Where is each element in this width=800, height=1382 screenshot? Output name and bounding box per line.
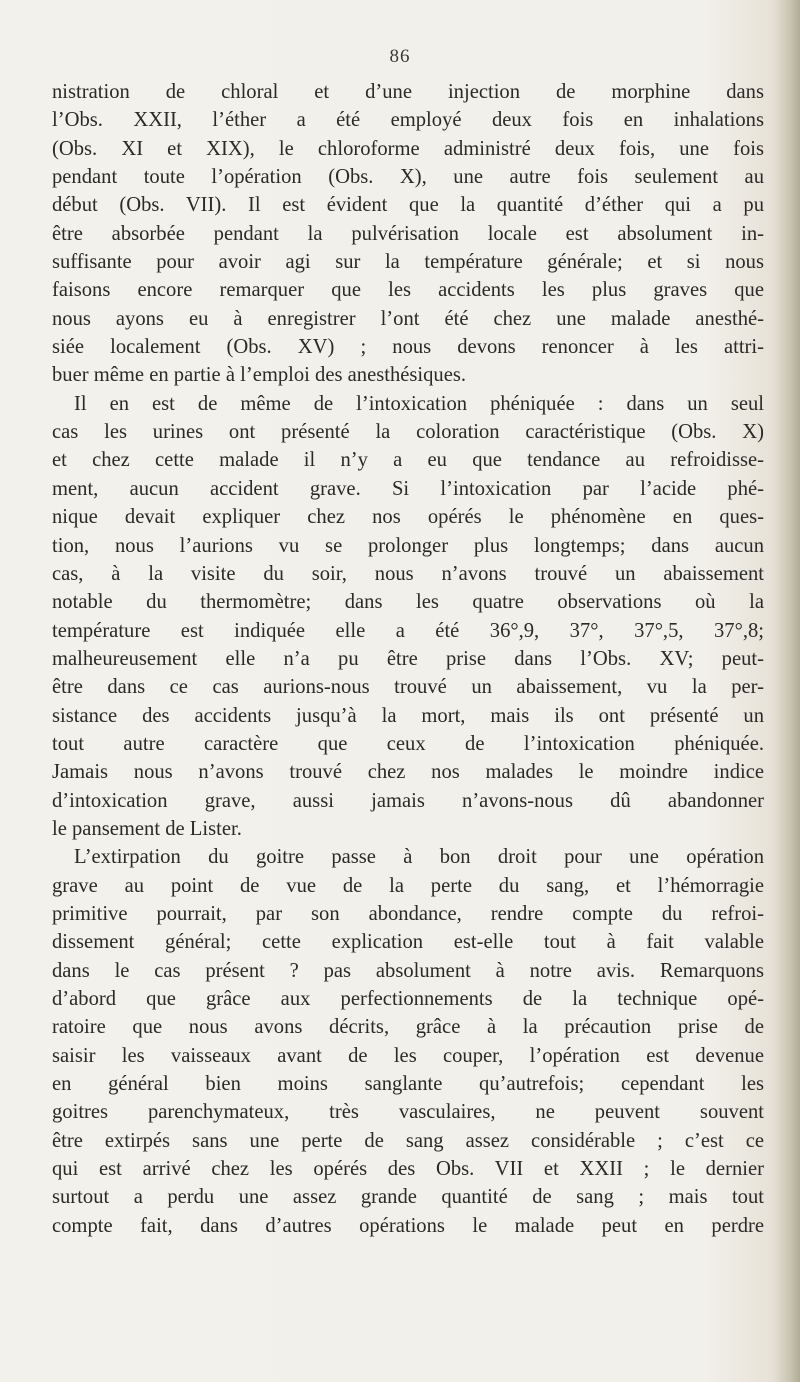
text-line: cas les urines ont présenté la coloration caractéristique (Obs. X) <box>52 421 764 444</box>
text-line: primitive pourrait, par son abondance, rendre compte du refroi- <box>52 902 764 925</box>
text-line: Il en est de même de l’intoxication phéniquée : dans un seul <box>74 392 764 415</box>
text-line: ratoire que nous avons décrits, grâce à la précaution prise de <box>52 1016 764 1039</box>
text-line: saisir les vaisseaux avant de les couper, l’opération est devenue <box>52 1044 764 1067</box>
text-line: compte fait, dans d’autres opérations le malade peut en perdre <box>52 1214 764 1237</box>
text-line: goitres parenchymateux, très vasculaires, ne peuvent souvent <box>52 1101 764 1124</box>
text-line: Jamais nous n’avons trouvé chez nos malades le moindre indice <box>52 761 764 784</box>
text-line: début (Obs. VII). Il est évident que la quantité d’éther qui a pu <box>52 194 764 217</box>
text-line: notable du thermomètre; dans les quatre observations où la <box>52 591 764 614</box>
text-line: ment, aucun accident grave. Si l’intoxication par l’acide phé- <box>52 477 764 500</box>
text-line: grave au point de vue de la perte du sang, et l’hémorragie <box>52 874 764 897</box>
text-line: malheureusement elle n’a pu être prise dans l’Obs. XV; peut- <box>52 647 764 670</box>
text-line: nous ayons eu à enregistrer l’ont été chez une malade anesthé- <box>52 307 764 330</box>
text-line: d’intoxication grave, aussi jamais n’avons-nous dû abandonner <box>52 789 764 812</box>
body-text <box>52 78 764 1240</box>
text-line: nique devait expliquer chez nos opérés le phénomène en ques- <box>52 506 764 529</box>
page-number: 86 <box>389 46 411 67</box>
text-line: faisons encore remarquer que les accidents les plus graves que <box>52 279 764 302</box>
text-line: dans le cas présent ? pas absolument à notre avis. Remarquons <box>52 959 764 982</box>
text-line: d’abord que grâce aux perfectionnements de la technique opé- <box>52 988 764 1010</box>
page-edge-shadow <box>774 0 800 1382</box>
text-line: et chez cette malade il n’y a eu que tendance au refroidisse- <box>52 449 764 472</box>
text-line: température est indiquée elle a été 36°,9, 37°, 37°,5, 37°,8; <box>52 619 764 642</box>
text-line: être dans ce cas aurions-nous trouvé un abaissement, vu la per- <box>52 676 764 699</box>
text-line: l’Obs. XXII, l’éther a été employé deux fois en inhalations <box>52 109 764 132</box>
text-line: tout autre caractère que ceux de l’intoxication phéniquée. <box>52 732 764 755</box>
text-line: sistance des accidents jusqu’à la mort, mais ils ont présenté un <box>52 704 764 727</box>
text-line: siée localement (Obs. XV) ; nous devons renoncer à les attri- <box>52 336 764 359</box>
text-line: qui est arrivé chez les opérés des Obs. VII et XXII ; le dernier <box>52 1158 764 1181</box>
text-line: être extirpés sans une perte de sang assez considérable ; c’est ce <box>52 1129 764 1152</box>
text-line: cas, à la visite du soir, nous n’avons trouvé un abaissement <box>52 562 764 585</box>
text-line: pendant toute l’opération (Obs. X), une autre fois seulement au <box>52 166 764 189</box>
text-line: nistration de chloral et d’une injection de morphine dans <box>52 81 764 103</box>
text-line: être absorbée pendant la pulvérisation locale est absolument in- <box>52 222 764 245</box>
text-line: suffisante pour avoir agi sur la température générale; et si nous <box>52 251 764 274</box>
text-line: dissement général; cette explication est-elle tout à fait valable <box>52 931 764 954</box>
text-line: (Obs. XI et XIX), le chloroforme administré deux fois, une fois <box>52 137 764 160</box>
text-line: L’extirpation du goitre passe à bon droit pour une opération <box>74 846 764 869</box>
text-line: tion, nous l’aurions vu se prolonger plus longtemps; dans aucun <box>52 534 764 557</box>
text-line: en général bien moins sanglante qu’autrefois; cependant les <box>52 1073 764 1096</box>
text-line: le pansement de Lister. <box>52 817 242 840</box>
text-line: buer même en partie à l’emploi des anesthésiques. <box>52 364 467 387</box>
text-line: surtout a perdu une assez grande quantité de sang ; mais tout <box>52 1186 764 1209</box>
